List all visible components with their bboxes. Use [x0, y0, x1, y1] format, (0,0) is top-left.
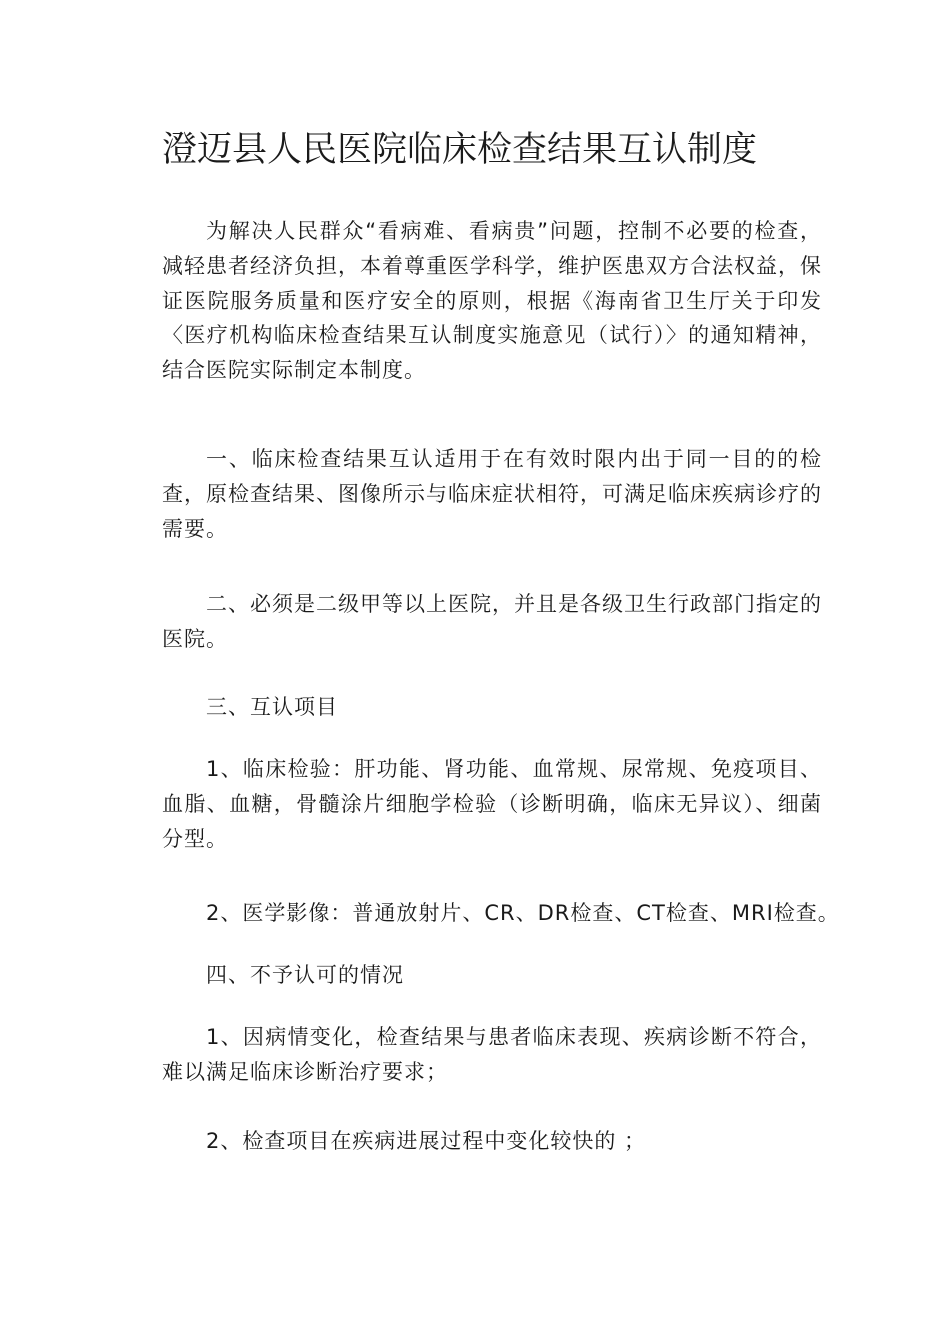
- paragraph-medical-imaging: 2、医学影像：普通放射片、CR、DR检查、CT检查、MRI检查。: [206, 901, 840, 925]
- paragraph-exclusion-2: 2、检查项目在疾病进展过程中变化较快的 ；: [206, 1129, 647, 1153]
- paragraph-intro: 为解决人民群众“看病难、看病贵”问题，控制不必要的检查，减轻患者经济负担，本着尊重医学科学，维护医患双方合法权益，保证医院服务质量和医疗安全的原则，根据《海南省卫生厅关于印发〈医疗机构临床检查结果互认制度实施意见（试行）〉的通知精神，结合医院实际制定本制度。: [162, 219, 822, 383]
- document-title: 澄迈县人民医院临床检查结果互认制度: [162, 130, 758, 170]
- paragraph-section-3-heading: 三、互认项目: [206, 695, 338, 719]
- paragraph-section-2: 二、必须是二级甲等以上医院，并且是各级卫生行政部门指定的医院。: [162, 592, 822, 651]
- paragraph-lab-tests: 1、临床检验：肝功能、肾功能、血常规、尿常规、免疫项目、血脂、血糖，骨髓涂片细胞学检验（诊断明确，临床无异议）、细菌分型。: [162, 757, 822, 851]
- paragraph-exclusion-1: 1、因病情变化，检查结果与患者临床表现、疾病诊断不符合，难以满足临床诊断治疗要求；: [162, 1025, 822, 1084]
- paragraph-section-1: 一、临床检查结果互认适用于在有效时限内出于同一目的的检查，原检查结果、图像所示与临床症状相符，可满足临床疾病诊疗的需要。: [162, 447, 822, 541]
- paragraph-section-4-heading: 四、不予认可的情况: [206, 963, 404, 987]
